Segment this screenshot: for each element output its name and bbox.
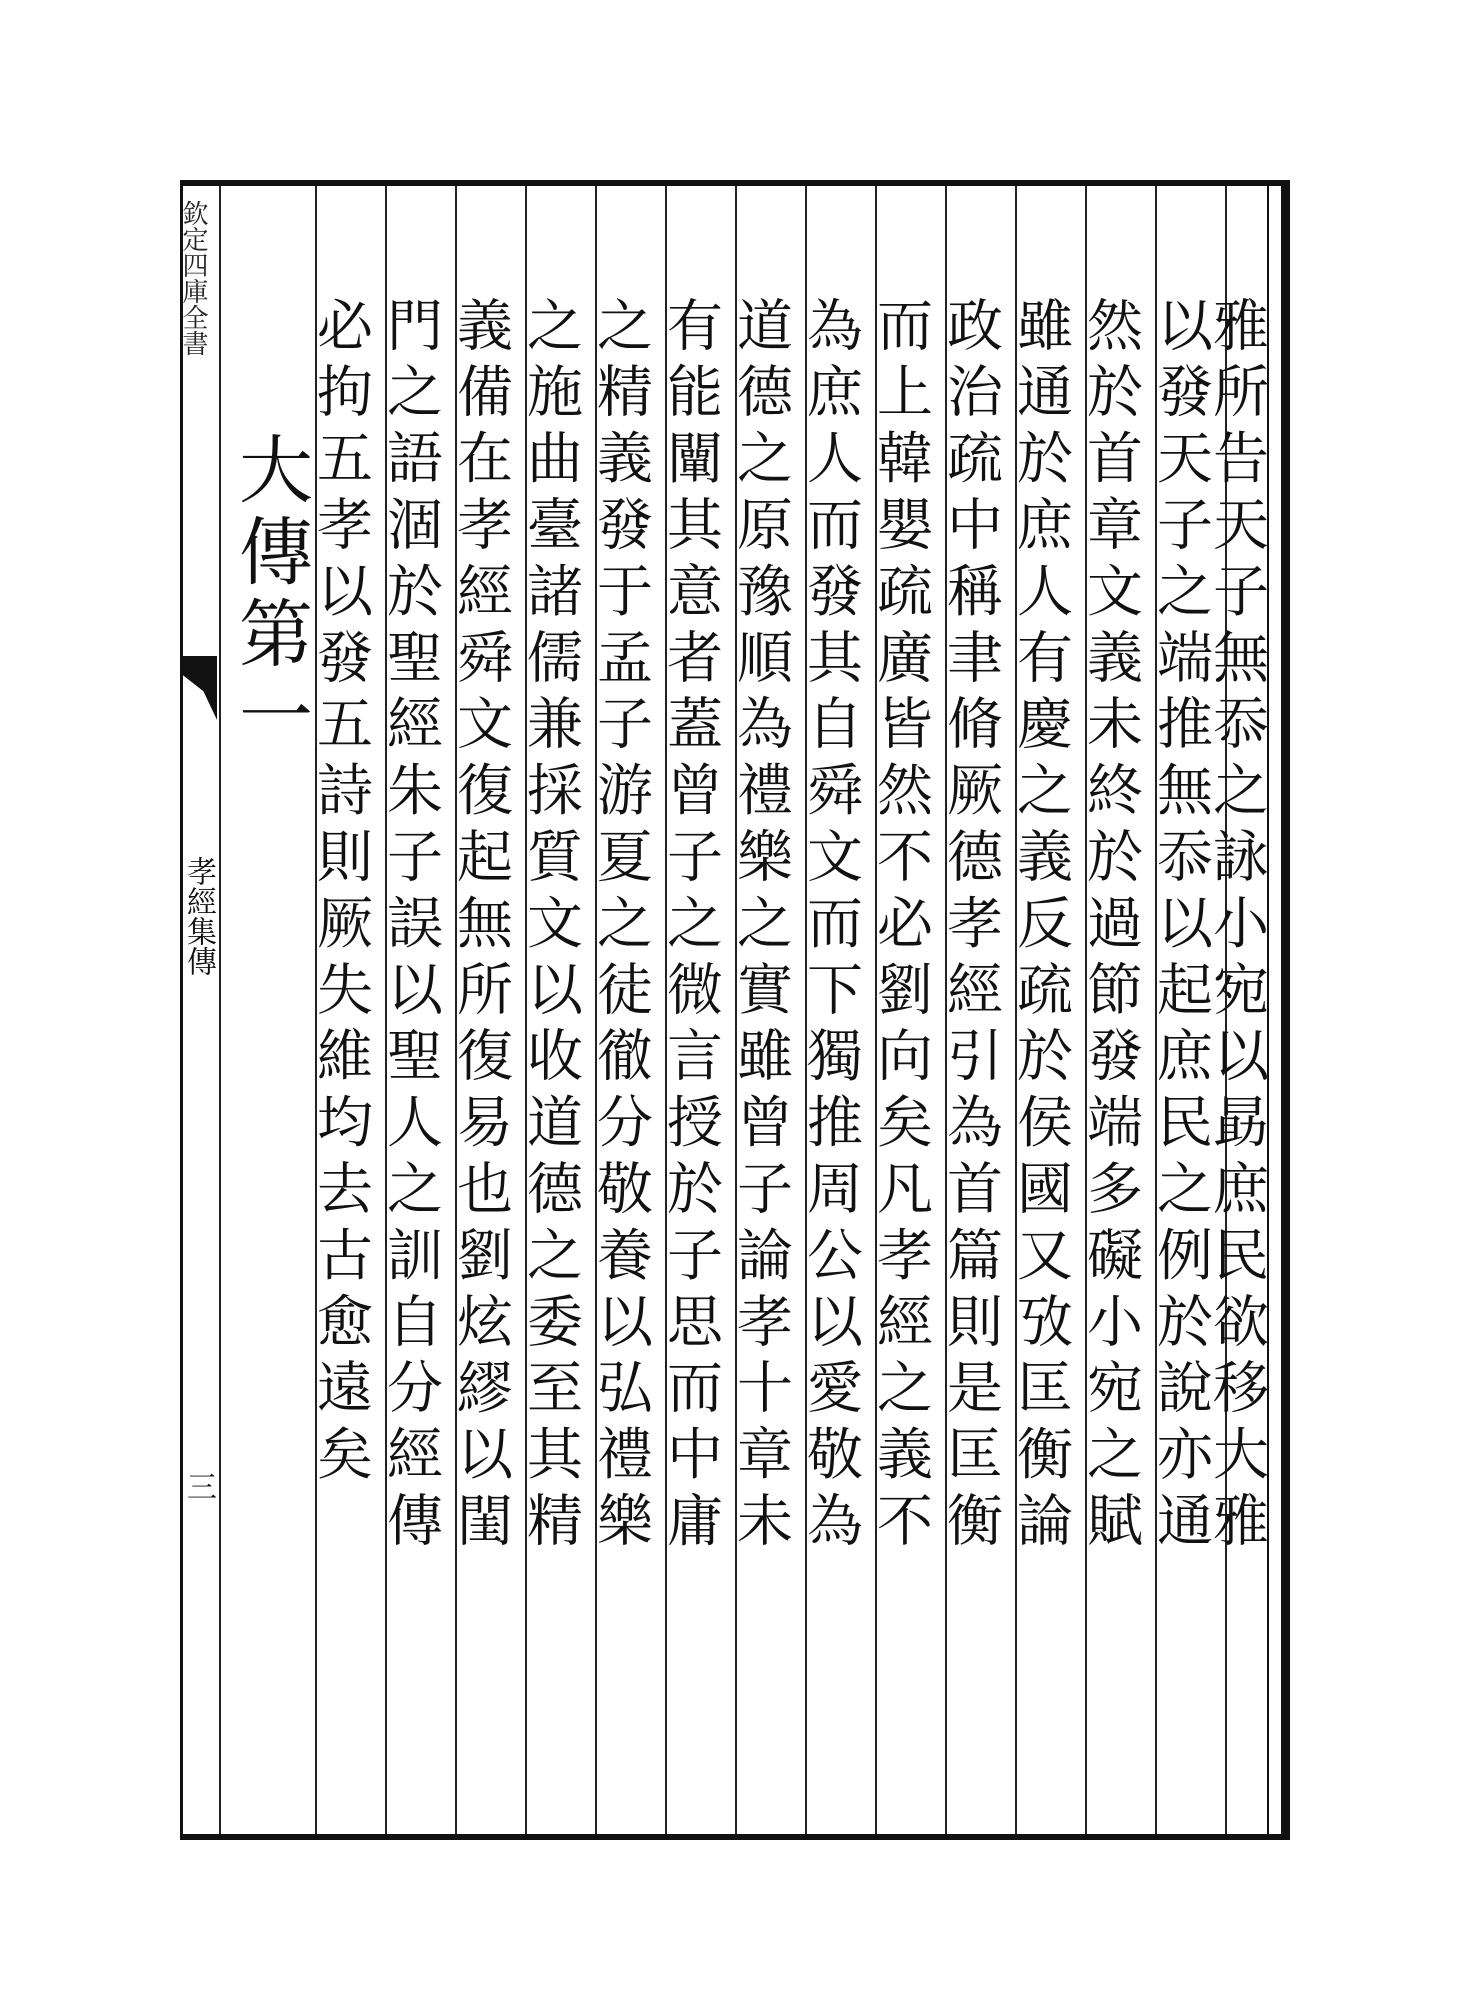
text-line: 必拘五孝以發五詩則厥失維均去古愈遠矣 xyxy=(308,296,373,1492)
section-heading: 大傳第一 xyxy=(227,431,313,759)
text-column-1 xyxy=(1204,186,1269,1834)
text-line: 之精義發于孟子游夏之徒徹分敬養以弘禮樂 xyxy=(588,296,653,1558)
text-line: 而上韓嬰疏廣皆然不必劉向矣凡孝經之義不 xyxy=(868,296,933,1558)
printed-frame xyxy=(180,180,1290,1840)
fishtail-mark-icon xyxy=(183,656,217,720)
page-number: 三 xyxy=(181,1471,216,1501)
text-line: 義備在孝經舜文復起無所復易也劉炫繆以閨 xyxy=(448,296,513,1558)
running-title: 欽定四庫全書 xyxy=(178,200,208,356)
text-line: 之施曲臺諸儒兼採質文以收道德之委至其精 xyxy=(518,296,583,1558)
text-line: 然於首章文義未終於過節發端多礙小宛之賦 xyxy=(1078,296,1143,1558)
text-line: 政治疏中稱聿脩厥德孝經引為首篇則是匡衡 xyxy=(938,296,1003,1558)
page-margin-strip xyxy=(178,186,221,1834)
text-line: 道德之原豫順為禮樂之實雖曾子論孝十章未 xyxy=(728,296,793,1558)
text-line: 雖通於庶人有慶之義反疏於侯國又攷匡衡論 xyxy=(1008,296,1073,1558)
text-line: 為庶人而發其自舜文而下獨推周公以愛敬為 xyxy=(798,296,863,1558)
text-line: 門之語涸於聖經朱子誤以聖人之訓自分經傳 xyxy=(378,296,443,1558)
book-name: 孝經集傳 xyxy=(181,856,216,976)
text-line: 雅所告天子無忝之詠小宛以勗庶民欲移大雅 xyxy=(1204,296,1269,1558)
text-line: 有能闡其意者蓋曾子之微言授於子思而中庸 xyxy=(658,296,723,1558)
text-line: 以發天子之端推無忝以起庶民之例於說亦通 xyxy=(1148,296,1213,1558)
